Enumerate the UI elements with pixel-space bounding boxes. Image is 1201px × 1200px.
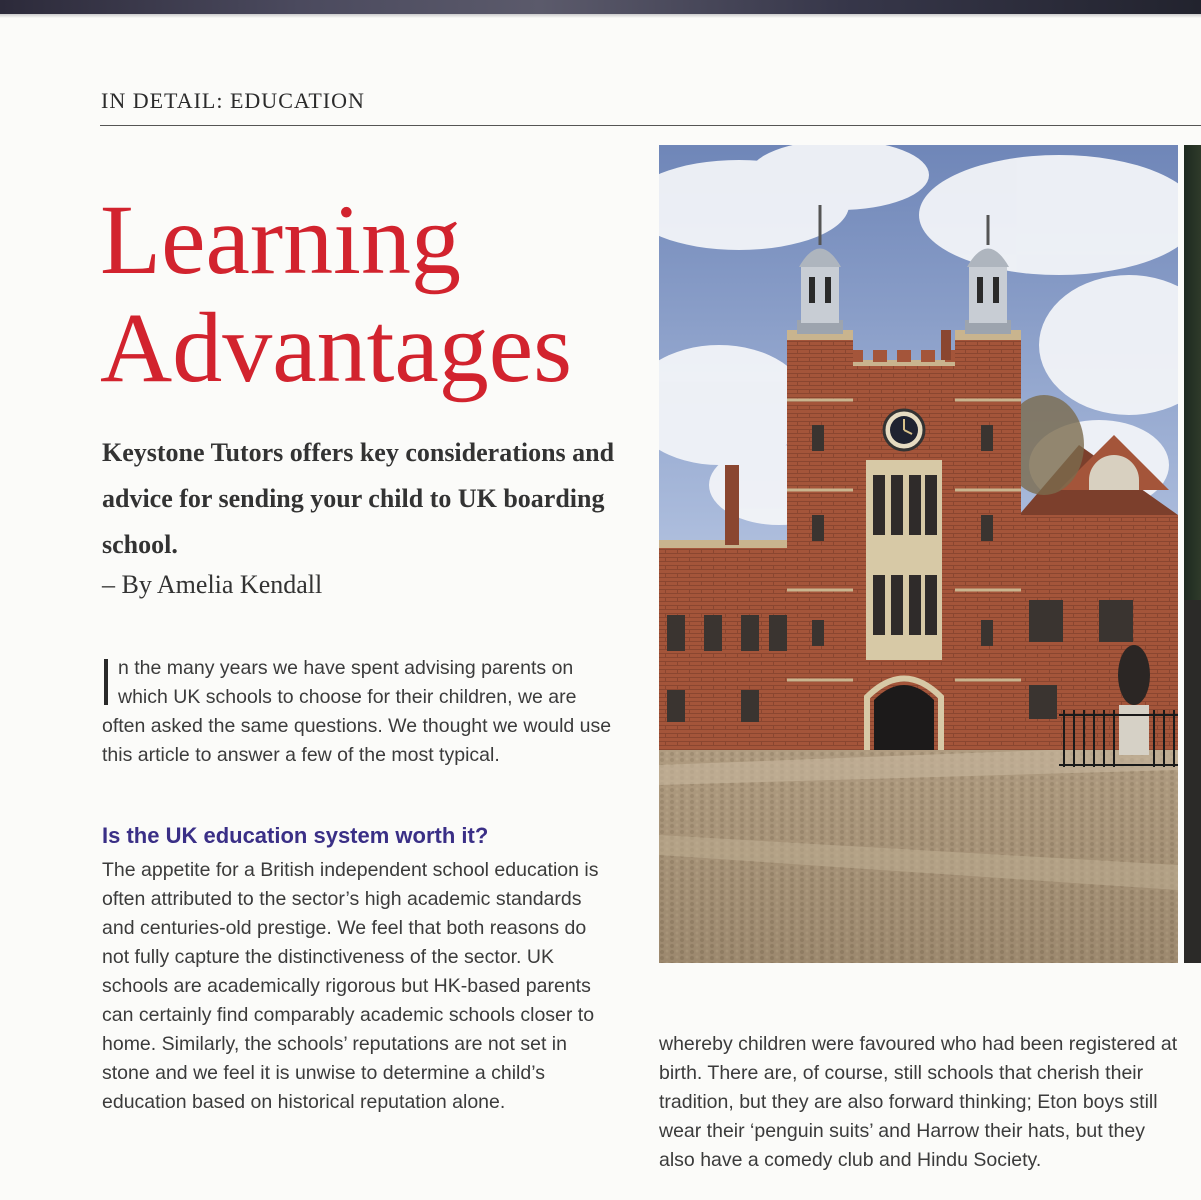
top-band-shadow bbox=[0, 14, 1201, 18]
body-text-right: whereby children were favoured who had been registered at birth. There are, of course, still schools that cherish their tradition, but they are also forward thinking; Eton boys still wear their ‘penguin suits’ and Harrow their hats, but they also have a comedy club and Hindu Society. bbox=[659, 1033, 1178, 1171]
top-decorative-band bbox=[0, 0, 1201, 14]
drop-cap bbox=[104, 659, 108, 705]
standfirst: Keystone Tutors offers key considerations and advice for sending your child to UK boarding school. bbox=[102, 438, 615, 559]
intro-paragraph bbox=[102, 654, 614, 770]
article-headline bbox=[100, 186, 660, 402]
adjacent-page-edge-lower bbox=[1184, 600, 1201, 963]
intro-text: n the many years we have spent advising parents on which UK schools to choose for their children, we are often asked the same questions. We thought we would use this article to answer a few of the most typical. bbox=[102, 657, 612, 766]
byline: – By Amelia Kendall bbox=[102, 570, 323, 599]
subheading: Is the UK education system worth it? bbox=[102, 823, 489, 848]
school-building-photo bbox=[659, 145, 1178, 963]
section-divider bbox=[100, 125, 1201, 126]
section-label: IN DETAIL: EDUCATION bbox=[101, 88, 365, 113]
headline-line-2: Advantages bbox=[100, 292, 573, 403]
headline-line-1: Learning bbox=[100, 184, 461, 295]
body-text-left: The appetite for a British independent school education is often attributed to the sector’s high academic standards and centuries-old prestige. We feel that both reasons do not fully capture the distinctiveness of the sector. UK schools are academically rigorous but HK-based parents can certainly find comparably academic schools closer to home. Similarly, the schools’ reputations are not set in stone and we feel it is unwise to determine a child’s education based on historical reputation alone. bbox=[102, 859, 599, 1113]
